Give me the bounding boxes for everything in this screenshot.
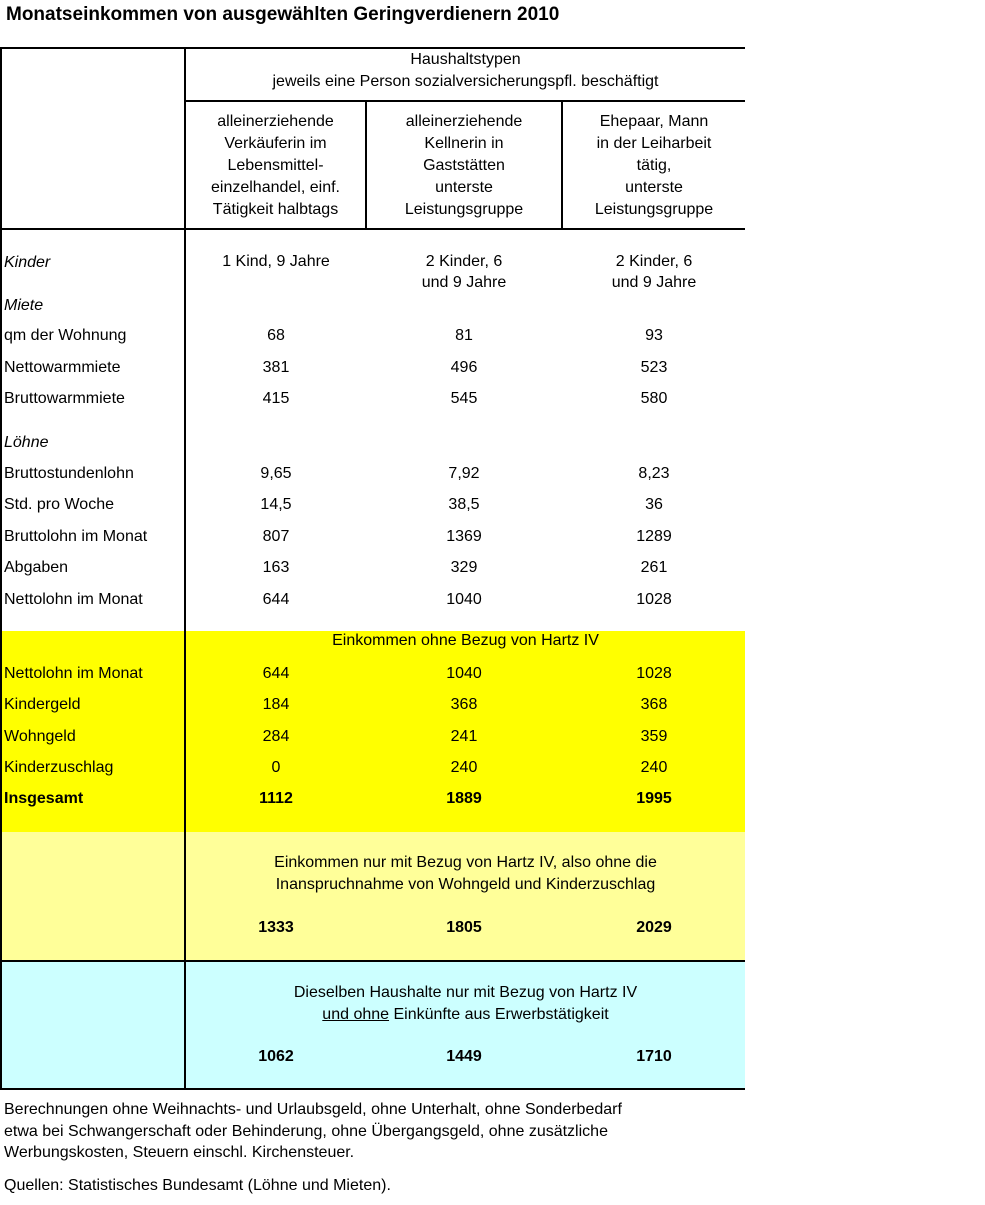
yellow-heading: Einkommen ohne Bezug von Hartz IV	[332, 632, 599, 649]
cyan-heading-line2	[186, 1004, 745, 1026]
col3-header-line: tätig,	[636, 157, 672, 174]
yellow-row-value: 240	[450, 759, 478, 776]
row-value: 545	[450, 390, 478, 407]
col2-header	[367, 111, 561, 221]
total-value: 1995	[636, 790, 672, 807]
col1-header	[186, 111, 365, 221]
footnote-line: Berechnungen ohne Weihnachts- und Urlaubsgeld, ohne Unterhalt, ohne Sonderbedarf	[4, 1101, 622, 1118]
lightyellow-cyan-divider	[0, 960, 745, 962]
col1-header-line: Lebensmittel-	[227, 157, 324, 174]
yellow-row-value: 359	[640, 728, 668, 745]
total-value: 1889	[446, 790, 482, 807]
row-value: 38,5	[448, 496, 480, 513]
yellow-row-value: 184	[262, 696, 290, 713]
col2-header-line: unterste	[435, 179, 493, 196]
yellow-row-value: 368	[450, 696, 478, 713]
kinder-col3-line: und 9 Jahre	[611, 274, 697, 291]
row-value: 1028	[636, 591, 672, 608]
page-title: Monatseinkommen von ausgewählten Geringverdienern 2010	[6, 4, 560, 25]
yellow-row-label: Nettolohn im Monat	[4, 665, 143, 682]
col3-header-line: Ehepaar, Mann	[599, 113, 709, 130]
row-label: Bruttowarmmiete	[4, 390, 125, 407]
col1-header-line: alleinerziehende	[217, 113, 334, 130]
cyan-heading-line1: Dieselben Haushalte nur mit Bezug von Hartz IV	[293, 984, 638, 1001]
cyan-heading-rest: Einkünfte aus Erwerbstätigkeit	[389, 1006, 609, 1023]
row-value: 496	[450, 359, 478, 376]
yellow-row-value: 1040	[446, 665, 482, 682]
col1-header-line: einzelhandel, einf.	[211, 179, 340, 196]
col2-header-line: Leistungsgruppe	[404, 201, 524, 218]
yellow-row-value: 368	[640, 696, 668, 713]
row-value: 1289	[636, 528, 672, 545]
row-value: 163	[262, 559, 290, 576]
lightyellow-heading-line1: Einkommen nur mit Bezug von Hartz IV, also ohne die	[274, 854, 657, 871]
cyan-value: 1710	[636, 1048, 672, 1065]
row-value: 329	[450, 559, 478, 576]
row-value: 415	[262, 390, 290, 407]
source-note: Quellen: Statistisches Bundesamt (Löhne und Mieten).	[4, 1177, 391, 1194]
row-value: 1369	[446, 528, 482, 545]
row-value: 8,23	[638, 465, 670, 482]
footnote-line: Werbungskosten, Steuern einschl. Kirchensteuer.	[4, 1144, 355, 1161]
col3-header	[563, 111, 745, 221]
row-value: 7,92	[448, 465, 480, 482]
kinder-col3-line: 2 Kinder, 6	[615, 253, 693, 270]
row-label: Bruttolohn im Monat	[4, 528, 148, 545]
group-header	[186, 49, 745, 93]
col3-header-line: Leistungsgruppe	[594, 201, 714, 218]
row-value: 523	[640, 359, 668, 376]
header-bottom-border	[0, 228, 745, 230]
table-bottom-border	[0, 1088, 745, 1090]
col1-header-line: Verkäuferin im	[224, 135, 327, 152]
col3-header-line: in der Leiharbeit	[596, 135, 712, 152]
row-label: Bruttostundenlohn	[4, 465, 134, 482]
kinder-col3	[612, 251, 697, 293]
row-label: Abgaben	[4, 559, 69, 576]
yellow-row-value: 1028	[636, 665, 672, 682]
group-header-line1: Haushaltstypen	[410, 51, 521, 68]
cyan-heading	[186, 982, 745, 1026]
row-value: 1040	[446, 591, 482, 608]
section-loehne: Löhne	[4, 434, 49, 451]
yellow-row-value: 0	[271, 759, 281, 776]
lightyellow-heading	[186, 852, 745, 896]
row-value: 580	[640, 390, 668, 407]
kinder-label: Kinder	[4, 254, 51, 271]
total-value: 1112	[259, 790, 293, 807]
kinder-col1: 1 Kind, 9 Jahre	[222, 253, 330, 270]
col2-header-line: alleinerziehende	[405, 113, 523, 130]
yellow-row-label: Kinderzuschlag	[4, 759, 114, 776]
footnote-line: etwa bei Schwangerschaft oder Behinderung, ohne Übergangsgeld, ohne zusätzliche	[4, 1122, 608, 1140]
yellow-row-label: Kindergeld	[4, 696, 81, 713]
row-value: 14,5	[260, 496, 292, 513]
yellow-row-value: 284	[262, 728, 290, 745]
yellow-row-value: 644	[262, 665, 290, 682]
yellow-row-value: 241	[450, 728, 478, 745]
row-value: 644	[262, 591, 290, 608]
table-left-border	[0, 47, 2, 1090]
row-value: 261	[640, 559, 668, 576]
kinder-col2-line: 2 Kinder, 6	[425, 253, 503, 270]
col2-header-line: Gaststätten	[423, 157, 505, 174]
yellow-row-label: Wohngeld	[4, 728, 76, 745]
row-value: 36	[645, 496, 663, 513]
section-miete: Miete	[4, 297, 44, 314]
lightyellow-value: 1805	[446, 919, 482, 936]
row-value: 93	[645, 327, 663, 344]
row-label: Nettolohn im Monat	[4, 591, 143, 608]
row-value: 9,65	[260, 465, 292, 482]
row-value: 68	[267, 327, 285, 344]
lightyellow-value: 1333	[258, 919, 294, 936]
row-value: 381	[262, 359, 290, 376]
col2-header-line: Kellnerin in	[424, 135, 504, 152]
lightyellow-heading-line2: Inanspruchnahme von Wohngeld und Kinderzuschlag	[275, 876, 656, 893]
kinder-col2	[422, 251, 507, 293]
footnote	[4, 1099, 739, 1164]
row-label: qm der Wohnung	[4, 327, 127, 344]
col3-header-line: unterste	[625, 179, 683, 196]
row-label: Nettowarmmiete	[4, 359, 121, 376]
group-header-divider	[184, 100, 745, 102]
lightyellow-value: 2029	[636, 919, 672, 936]
cyan-underlined-text: und ohne	[322, 1006, 390, 1023]
cyan-value: 1062	[258, 1048, 294, 1065]
kinder-col2-line: und 9 Jahre	[421, 274, 507, 291]
row-value: 807	[262, 528, 290, 545]
row-label: Std. pro Woche	[4, 496, 114, 513]
col1-header-line: Tätigkeit halbtags	[212, 201, 339, 218]
row-value: 81	[455, 327, 473, 344]
cyan-value: 1449	[446, 1048, 482, 1065]
yellow-band	[0, 631, 745, 832]
group-header-line2: jeweils eine Person sozialversicherungspfl. beschäftigt	[272, 73, 659, 90]
yellow-row-value: 240	[640, 759, 668, 776]
total-label: Insgesamt	[4, 790, 84, 807]
